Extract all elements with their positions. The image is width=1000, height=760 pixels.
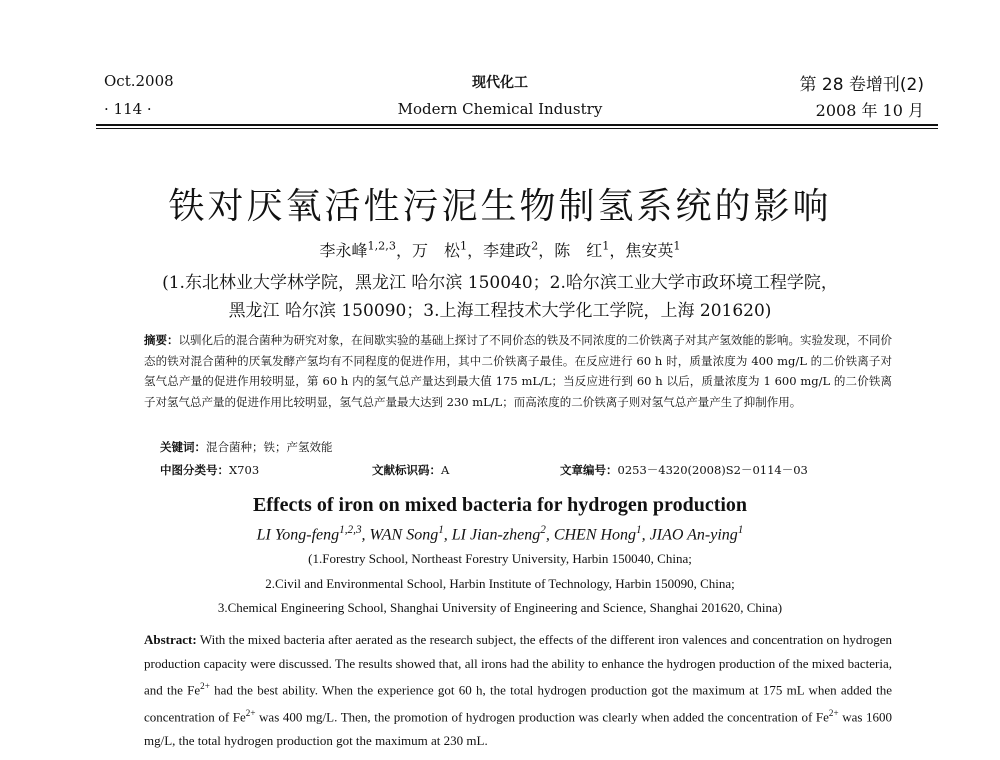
- paper-title-cn: 铁对厌氧活性污泥生物制氢系统的影响: [168, 186, 832, 227]
- abstract-cn-label: 摘要：: [144, 333, 179, 347]
- clc-value: X703: [229, 463, 260, 477]
- abstract-en-part2: had the best ability. When the experience got 60 h, the total hydrogen production got the maximum at 175 mL when added the concentration of Fe: [144, 682, 892, 725]
- author-cn-2: ，万 松: [395, 241, 460, 260]
- affiliation-cn-line1: (1.东北林业大学林学院，黑龙江 哈尔滨 150040；2.哈尔滨工业大学市政环境工程学院，: [162, 273, 838, 293]
- affiliation-en-line3: 3.Chemical Engineering School, Shanghai University of Engineering and Science, Shanghai 201620, China): [217, 600, 783, 615]
- author-en-2-sup: 1: [438, 524, 444, 536]
- author-cn-5-sup: 1: [673, 239, 681, 253]
- author-en-1-sup: 1,2,3: [339, 524, 362, 536]
- article-number: [560, 462, 808, 478]
- abstract-en-sup3: 2+: [828, 707, 839, 718]
- abstract-en-part3: was 400 mg/L. Then, the promotion of hydrogen production was clearly when added the concentration of Fe: [255, 709, 829, 725]
- abstract-en-label: Abstract:: [144, 632, 197, 647]
- paper-title-en: Effects of iron on mixed bacteria for hydrogen production: [252, 494, 748, 516]
- author-cn-4-sup: 1: [602, 239, 610, 253]
- author-en-1: LI Yong-feng: [256, 526, 340, 544]
- header-journal-cn: 现代化工: [472, 75, 528, 91]
- affiliation-en-line2: 2.Civil and Environmental School, Harbin Institute of Technology, Harbin 150090, China;: [265, 576, 735, 591]
- header-rule-thin: [96, 128, 938, 129]
- author-cn-5: ，焦安英: [609, 241, 674, 260]
- header-volume: 第 28 卷增刊(2): [799, 75, 924, 95]
- article-number-value: 0253－4320(2008)S2－0114－03: [617, 463, 808, 477]
- doc-code-label: 文献标识码：: [372, 463, 441, 477]
- doc-code-value: A: [441, 463, 450, 477]
- header-journal-en: Modern Chemical Industry: [397, 100, 603, 118]
- document-code: [372, 462, 449, 478]
- keywords-cn-text: 混合菌种；铁；产氢效能: [206, 440, 333, 454]
- author-en-2: , WAN Song: [361, 526, 439, 544]
- author-en-5-sup: 1: [737, 524, 744, 536]
- affiliation-cn-line2: 黑龙江 哈尔滨 150090；3.上海工程技术大学化工学院，上海 201620): [228, 301, 772, 321]
- author-cn-4: ，陈 红: [538, 241, 603, 260]
- header-date-cn: 2008 年 10 月: [815, 101, 924, 120]
- keywords-cn-label: 关键词：: [160, 440, 206, 454]
- abstract-en-sup2: 2+: [245, 707, 256, 718]
- author-en-3-sup: 2: [540, 524, 546, 536]
- keywords-cn: [160, 439, 333, 455]
- author-en-4-sup: 1: [636, 524, 642, 536]
- clc-label: 中图分类号：: [160, 463, 229, 477]
- author-cn-1-sup: 1,2,3: [367, 239, 396, 253]
- header-date-en: Oct.2008: [104, 72, 174, 90]
- abstract-en-part1: With the mixed bacteria after aerated as the research subject, the effects of the different iron valences and concentration on hydrogen production capacity were discussed. The results showed that, all irons had the ability to enhance the hydrogen production of the mixed bacteria, and the Fe: [144, 632, 892, 698]
- header-page-number: · 114 ·: [104, 100, 152, 118]
- author-cn-1: 李永峰: [319, 241, 368, 260]
- article-number-label: 文章编号：: [560, 463, 618, 477]
- author-en-3: , LI Jian-zheng: [443, 526, 541, 544]
- author-cn-3-sup: 2: [531, 239, 539, 253]
- abstract-en-part4: was 1600 mg/L, the total hydrogen production got the maximum at 230 mL.: [144, 709, 893, 748]
- author-cn-3: ，李建政: [467, 241, 532, 260]
- affiliation-en-line1: (1.Forestry School, Northeast Forestry University, Harbin 150040, China;: [308, 551, 692, 566]
- abstract-cn-text: 以驯化后的混合菌种为研究对象，在间歇实验的基础上探讨了不同价态的铁及不同浓度的二价铁离子对其产氢效能的影响。实验发现，不同价态的铁对混合菌种的厌氧发酵产氢均有不同程度的促进作用，其中二价铁离子最佳。在反应进行 60 h 时，质量浓度为 400 mg/L 的二价铁离子对氢气总产量的促进作用较明显，第 60 h 内的氢气总产量达到最大值 175 mL/L；当反应进行到 60 h 以后，质量浓度为 1 600 mg/L 的二价铁离子对氢气总产量的促进作用比较明显，氢气总产量最大达到 230 mL/L；而高浓度的二价铁离子则对氢气总产量产生了抑制作用。: [144, 333, 893, 409]
- abstract-cn: [144, 330, 892, 412]
- abstract-en: [144, 628, 892, 752]
- authors-cn: [0, 238, 1000, 261]
- author-cn-2-sup: 1: [459, 239, 468, 253]
- clc-number: [160, 462, 259, 478]
- author-en-5: , JIAO An-ying: [641, 526, 738, 544]
- authors-en: [0, 524, 1000, 544]
- author-en-4: , CHEN Hong: [545, 526, 637, 544]
- header-rule-thick: [96, 124, 938, 126]
- abstract-en-sup1: 2+: [200, 681, 210, 691]
